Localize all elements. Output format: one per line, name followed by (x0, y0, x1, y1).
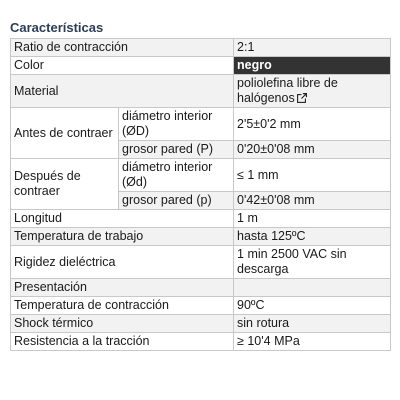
spec-value-shock: sin rotura (234, 315, 391, 333)
spec-label-shock: Shock térmico (11, 315, 234, 333)
spec-value-ratio: 2:1 (234, 39, 391, 57)
spec-label-temp-contraccion: Temperatura de contracción (11, 297, 234, 315)
spec-value-temp-trabajo: hasta 125ºC (234, 228, 391, 246)
spec-value-resistencia: ≥ 10'4 MPa (234, 333, 391, 351)
table-row (11, 75, 391, 108)
spec-label-color: Color (11, 57, 234, 75)
spec-value-despues-diam: ≤ 1 mm (234, 159, 391, 192)
material-value-text: poliolefina libre de halógenos (237, 76, 338, 105)
spec-value-despues-grosor: 0'42±0'08 mm (234, 192, 391, 210)
spec-label-ratio: Ratio de contracción (11, 39, 234, 57)
spec-sublabel-antes-grosor: grosor pared (P) (119, 141, 234, 159)
table-row (11, 39, 391, 57)
spec-label-presentacion: Presentación (11, 279, 234, 297)
spec-label-rigidez: Rigidez dieléctrica (11, 246, 234, 279)
table-row (11, 108, 391, 141)
spec-value-rigidez: 1 min 2500 VAC sin descarga (234, 246, 391, 279)
spec-sublabel-antes-diam: diámetro interior (ØD) (119, 108, 234, 141)
spec-value-material (234, 75, 391, 108)
spec-value-color: negro (234, 57, 391, 75)
table-row (11, 228, 391, 246)
spec-label-resistencia: Resistencia a la tracción (11, 333, 234, 351)
spec-value-antes-diam: 2'5±0'2 mm (234, 108, 391, 141)
section-title: Características (10, 20, 104, 35)
spec-value-presentacion (234, 279, 391, 297)
table-row (11, 57, 391, 75)
spec-label-temp-trabajo: Temperatura de trabajo (11, 228, 234, 246)
table-row (11, 333, 391, 351)
table-row (11, 315, 391, 333)
spec-label-despues: Después de contraer (11, 159, 119, 210)
spec-label-longitud: Longitud (11, 210, 234, 228)
table-row (11, 210, 391, 228)
spec-label-antes: Antes de contraer (11, 108, 119, 159)
characteristics-section (10, 20, 390, 351)
table-row (11, 159, 391, 192)
spec-sublabel-despues-diam: diámetro interior (Ød) (119, 159, 234, 192)
spec-label-material: Material (11, 75, 234, 108)
external-link-icon[interactable] (297, 93, 307, 103)
spec-value-temp-contraccion: 90ºC (234, 297, 391, 315)
table-row (11, 297, 391, 315)
specs-table (10, 38, 391, 351)
table-row (11, 279, 391, 297)
spec-sublabel-despues-grosor: grosor pared (p) (119, 192, 234, 210)
spec-value-longitud: 1 m (234, 210, 391, 228)
spec-value-antes-grosor: 0'20±0'08 mm (234, 141, 391, 159)
table-row (11, 246, 391, 279)
